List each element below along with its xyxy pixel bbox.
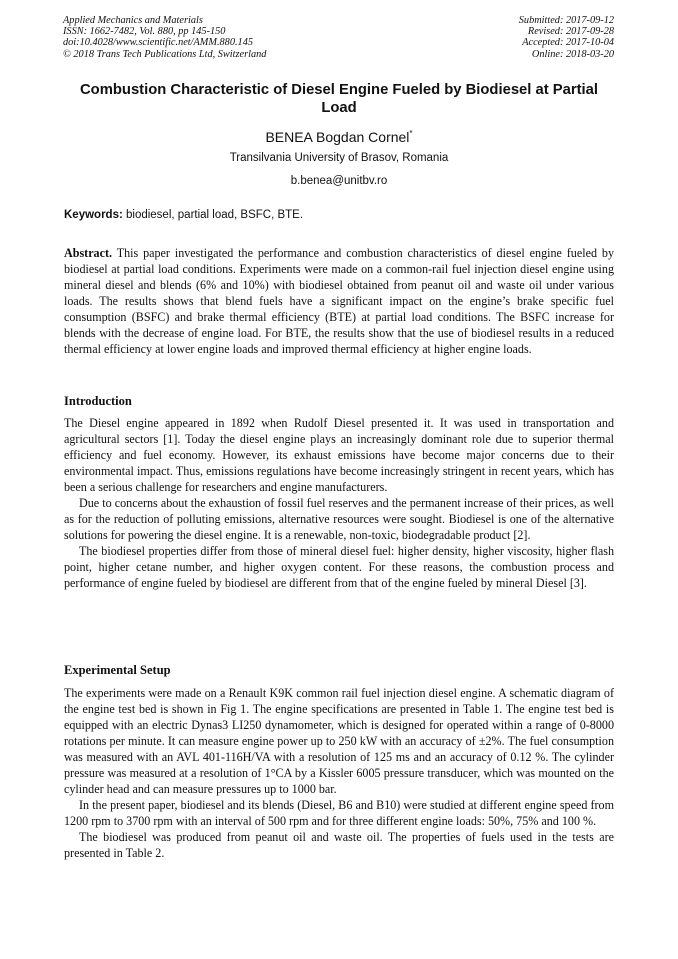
experimental-paragraph: The experiments were made on a Renault K9K common rail fuel injection diesel engine. A schematic diagram of the engine test bed is shown in Fig 1. The engine specifications are presented in Table 1. The engine test bed is equipped with an electric Dynas3 LI250 dynamometer, which is designed for operated within a range of 0-8000 rotations per minute. It can measure engine power up to 250 kW with an accuracy of ±2%. The fuel consumption was measured with an AVL 401-116H/VA with a resolution of 125 ms and an accuracy of 0.12 %. The cylinder pressure was measured at a resolution of 1°CA by a Kissler 6005 pressure transducer, which was mounted on the cylinder head and can measure pressures up to 1000 bar. xyxy=(64,686,614,797)
affiliation: Transilvania University of Brasov, Romania xyxy=(229,152,449,164)
submitted-date: Submitted: 2017-09-12 xyxy=(518,15,614,26)
keywords-label: Keywords: xyxy=(64,209,123,221)
experimental-paragraph: The biodiesel was produced from peanut oil and waste oil. The properties of fuels used in the tests are presented in Table 2. xyxy=(64,830,614,861)
introduction-paragraph: The Diesel engine appeared in 1892 when Rudolf Diesel presented it. It was used in transportation and agricultural sectors [1]. Today the diesel engine plays an increasingly dominant role due to superior thermal efficiency and fuel economy. However, its exhaust emissions have become major concerns due to their environmental impact. Thus, emissions regulations have become increasingly stringent in recent years, which has been a serious challenge for researchers and engine manufacturers. xyxy=(64,416,614,495)
doi-line: doi:10.4028/www.scientific.net/AMM.880.145 xyxy=(63,37,253,49)
keywords-text: biodiesel, partial load, BSFC, BTE. xyxy=(122,209,304,221)
online-date: Online: 2018-03-20 xyxy=(531,48,614,60)
copyright-line: © 2018 Trans Tech Publications Ltd, Switzerland xyxy=(63,48,267,60)
accepted-date: Accepted: 2017-10-04 xyxy=(522,37,614,49)
revised-date: Revised: 2017-09-28 xyxy=(527,26,614,38)
section-heading-experimental-setup: Experimental Setup xyxy=(64,663,171,677)
introduction-paragraph: Due to concerns about the exhaustion of fossil fuel reserves and the permanent increase of their prices, as well as for the reduction of polluting emissions, alternative resources were sought. Biodiesel is one of the alternative solutions for powering the diesel engine. It is a renewable, non-toxic, biodegradable product [2]. xyxy=(64,496,614,543)
author-name: BENEA Bogdan Cornel xyxy=(265,129,410,145)
experimental-paragraph: In the present paper, biodiesel and its blends (Diesel, B6 and B10) were studied at different engine speed from 1200 rpm to 3700 rpm with an interval of 500 rpm and for three different engine loads: 50%, 75% and 100 %. xyxy=(64,798,614,829)
issn-line: ISSN: 1662-7482, Vol. 880, pp 145-150 xyxy=(63,26,226,38)
journal-name: Applied Mechanics and Materials xyxy=(63,15,203,26)
author-line xyxy=(64,126,614,145)
paper-title: Combustion Characteristic of Diesel Engine Fueled by Biodiesel at Partial Load xyxy=(79,82,598,116)
corresponding-mark: * xyxy=(409,129,413,138)
abstract-label: Abstract. xyxy=(64,246,113,260)
introduction-paragraph: The biodiesel properties differ from those of mineral diesel fuel: higher density, higher viscosity, higher flash point, higher cetane number, and higher oxygen content. For these reasons, the combustion process and performance of engine fueled by biodiesel are different from that of the engine fueled by mineral Diesel [3]. xyxy=(64,544,614,591)
introduction-body xyxy=(64,415,614,592)
author-email: b.benea@unitbv.ro xyxy=(290,175,388,187)
abstract xyxy=(64,245,614,357)
abstract-text: This paper investigated the performance and combustion characteristics of diesel engine fueled by biodiesel at partial load conditions. Experiments were made on a common-rail fuel injection diesel engine using mineral diesel and blends (6% and 10%) with biodiesel obtained from peanut oil and waste oil under various loads. The results shows that blend fuels have a significant impact on the engine’s brake specific fuel consumption (BSFC) and brake thermal efficiency (BTE) at partial load conditions. The BSFC increase for blends with the decrease of engine load. For BTE, the results show that the use of biodiesel results in a reduced thermal efficiency at lower engine loads and improved thermal efficiency at higher engine loads. xyxy=(64,246,614,357)
publication-dates xyxy=(519,15,614,60)
keywords xyxy=(64,208,614,222)
experimental-body xyxy=(64,685,614,862)
section-heading-introduction: Introduction xyxy=(64,394,132,408)
journal-info xyxy=(63,15,266,60)
